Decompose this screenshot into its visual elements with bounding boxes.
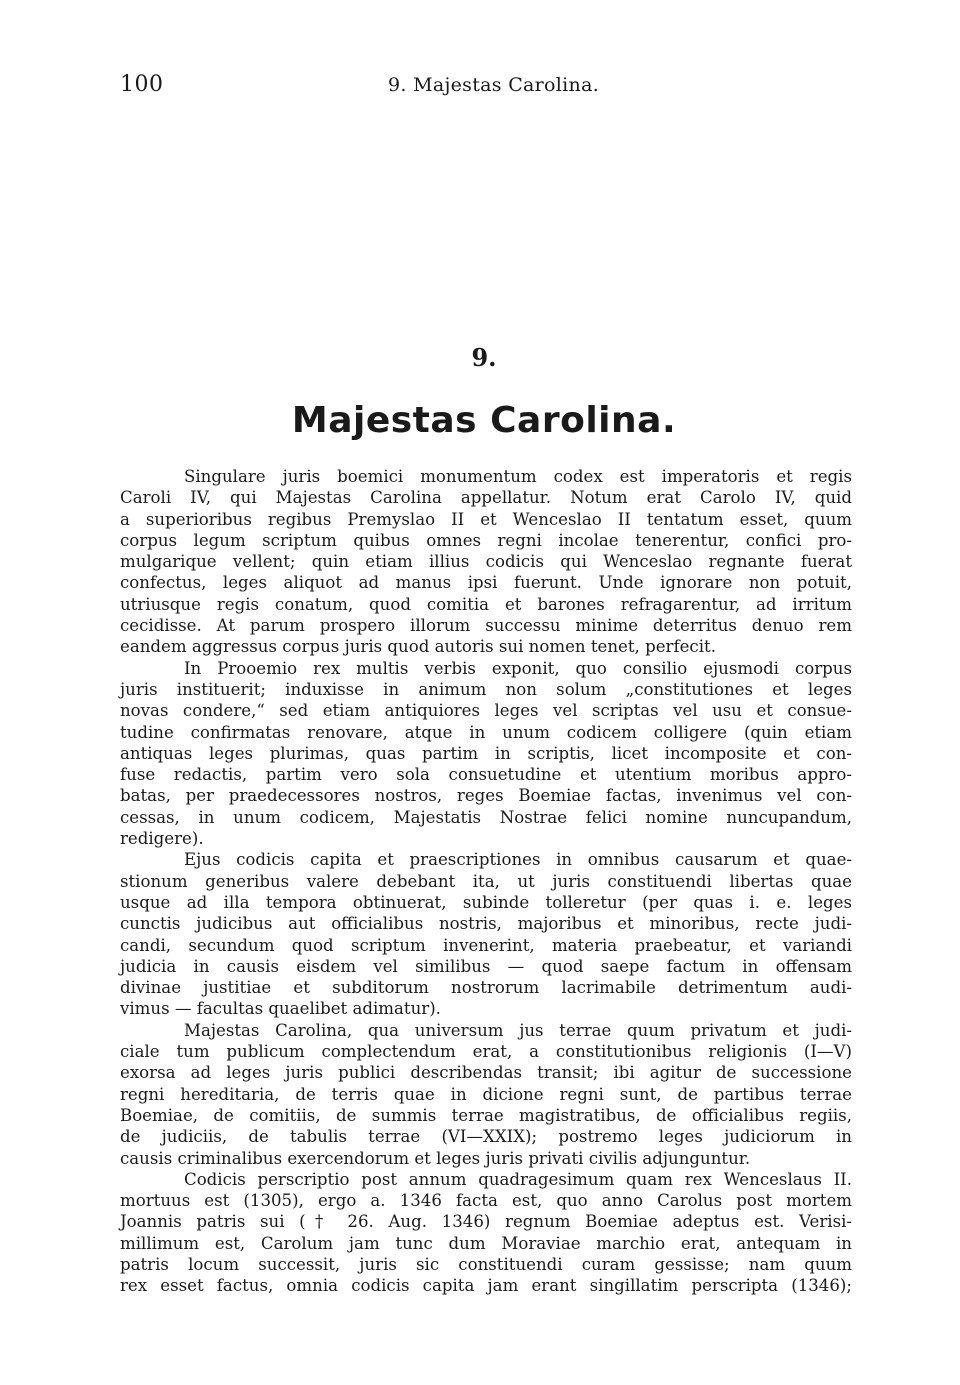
text-line: Codicis perscriptio post annum quadragesimum quam rex Wenceslaus II. — [184, 1169, 852, 1189]
text-line: ciale tum publicum complectendum erat, a constitutionibus religionis (I—V) — [120, 1042, 852, 1062]
text-line: Majestas Carolina, qua universum jus terrae quum privatum et judi- — [184, 1020, 852, 1040]
text-line: regni hereditaria, de terris quae in dicione regni sunt, de partibus terrae — [120, 1084, 852, 1104]
text-line: In Prooemio rex multis verbis exponit, quo consilio ejusmodi corpus — [184, 658, 852, 678]
text-line: Caroli IV, qui Majestas Carolina appellatur. Notum erat Carolo IV, quid — [120, 488, 852, 508]
text-line: redigere). — [120, 829, 204, 849]
running-title: 9. Majestas Carolina. — [388, 74, 600, 96]
text-line: usque ad illa tempora obtinuerat, subinde tolleretur (per quas i. e. leges — [120, 892, 852, 912]
page-number: 100 — [120, 72, 164, 97]
text-line: cessas, in unum codicem, Majestatis Nostrae felici nomine nuncupandum, — [120, 807, 852, 827]
text-line: corpus legum scriptum quibus omnes regni incolae tenerentur, confici pro- — [120, 530, 852, 550]
text-line: a superioribus regibus Premyslao II et Wenceslao II tentatum esset, quum — [120, 509, 852, 529]
text-line: stionum generibus valere debebant ita, ut juris constituendi libertas quae — [120, 871, 852, 891]
text-line: confectus, leges aliquot ad manus ipsi fuerunt. Unde ignorare non potuit, — [120, 573, 852, 593]
text-line: fuse redactis, partim vero sola consuetudine et utentium moribus appro- — [120, 765, 852, 785]
text-line: causis criminalibus exercendorum et leges juris privati civilis adjunguntur. — [120, 1148, 751, 1168]
text-line: candi, secundum quod scriptum invenerint, materia praebeatur, et variandi — [120, 935, 852, 955]
text-line: rex esset factus, omnia codicis capita jam erant singillatim perscripta (1346); — [120, 1276, 852, 1296]
text-line: cecidisse. At parum prospero illorum successu minime deterritus denuo rem — [120, 616, 852, 636]
text-line: patris locum successit, juris sic constituendi curam gessisse; nam quum — [120, 1254, 852, 1274]
text-line: Singulare juris boemici monumentum codex est imperatoris et regis — [184, 467, 852, 486]
text-line: cunctis judicibus aut officialibus nostris, majoribus et minoribus, recte judi- — [120, 914, 852, 934]
running-head — [120, 72, 850, 102]
text-line: tudine confirmatas renovare, atque in unum codicem colligere (quin etiam — [120, 722, 852, 742]
text-line: Boemiae, de comitiis, de summis terrae magistratibus, de officialibus regiis, — [120, 1105, 852, 1125]
text-line: mulgarique vellent; quin etiam illius codicis qui Wenceslao regnante fuerat — [120, 552, 852, 572]
text-line: millimum est, Carolum jam tunc dum Moraviae marchio erat, antequam in — [120, 1233, 852, 1253]
text-line: antiquas leges plurimas, quas partim in scriptis, licet incomposite et con- — [120, 743, 852, 763]
text-line: novas condere,“ sed etiam antiquiores leges vel scriptas vel usu et consue- — [120, 701, 852, 721]
text-line: vimus — facultas quaelibet adimatur). — [120, 999, 441, 1019]
text-line: exorsa ad leges juris publici describendas transit; ibi agitur de successione — [120, 1063, 852, 1083]
section-title: Majestas Carolina. — [291, 400, 677, 441]
text-line: de judiciis, de tabulis terrae (VI—XXIX); postremo leges judiciorum in — [120, 1127, 852, 1147]
text-line: eandem aggressus corpus juris quod autoris sui nomen tenet, perfecit. — [120, 637, 716, 657]
section-number: 9. — [471, 343, 497, 372]
body-text — [120, 466, 852, 1297]
text-line: batas, per praedecessores nostros, reges Boemiae factas, invenimus vel con- — [120, 786, 852, 806]
text-line: judicia in causis eisdem vel similibus — quod saepe factum in offensam — [120, 956, 852, 976]
text-line: utriusque regis conatum, quod comitia et barones refragarentur, ad irritum — [120, 594, 852, 614]
text-line: juris instituerit; induxisse in animum non solum „constitutiones et leges — [120, 679, 852, 699]
text-line: mortuus est (1305), ergo a. 1346 facta est, quo anno Carolus post mortem — [120, 1191, 852, 1211]
text-line: Joannis patris sui († 26. Aug. 1346) regnum Boemiae adeptus est. Verisi- — [120, 1212, 852, 1232]
text-line: divinae justitiae et subditorum nostrorum lacrimabile detrimentum audi- — [120, 978, 852, 998]
text-line: Ejus codicis capita et praescriptiones in omnibus causarum et quae- — [184, 850, 852, 870]
